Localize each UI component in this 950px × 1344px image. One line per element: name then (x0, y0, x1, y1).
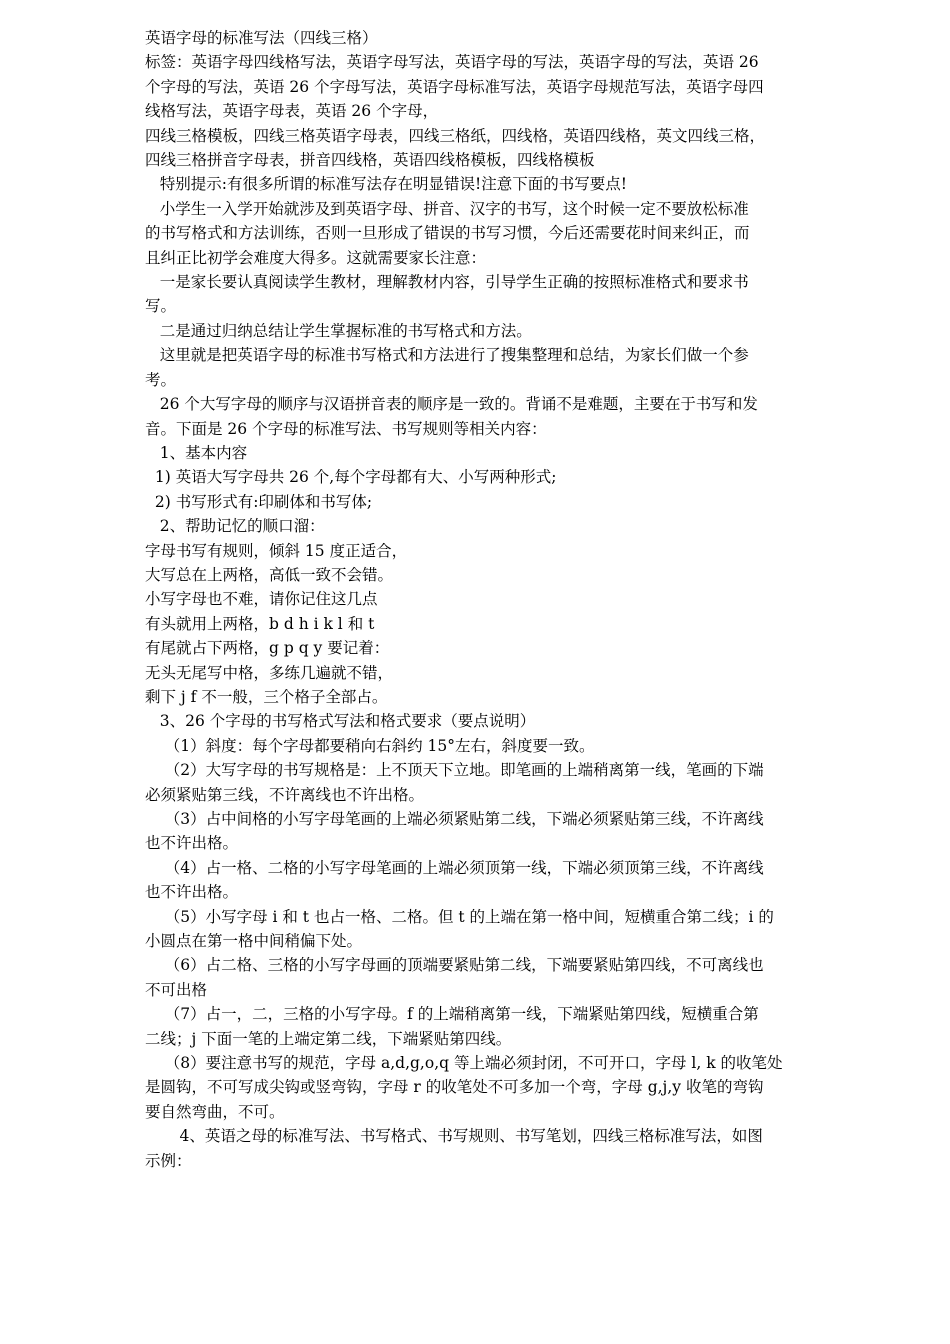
rule-2-line-1: （2）大写字母的书写规格是：上不顶天下立地。即笔画的上端稍离第一线，笔画的下端 (145, 761, 764, 780)
rule-3-line-2: 也不许出格。 (145, 834, 239, 853)
tags-line-5: 四线三格拼音字母表，拼音四线格，英语四线格模板，四线格模板 (145, 151, 595, 170)
section-4-line-1: 4、英语之母的标准写法、书写格式、书写规则、书写笔划，四线三格标准写法，如图 (145, 1127, 763, 1146)
collect-line-2: 考。 (145, 370, 177, 389)
rhyme-line-6: 无头无尾写中格，多练几遍就不错， (145, 663, 394, 682)
rule-5-line-2: 小圆点在第一格中间稍偏下处。 (145, 932, 363, 951)
rule-5-line-1: （5）小写字母 i 和 t 也占一格、二格。但 t 的上端在第一格中间，短横重合第二线；i 的 (145, 907, 774, 926)
rule-6-line-1: （6）占二格、三格的小写字母画的顶端要紧贴第二线，下端要紧贴第四线，不可离线也 (145, 956, 764, 975)
point-1-line-1: 一是家长要认真阅读学生教材，理解教材内容，引导学生正确的按照标准格式和要求书 (145, 273, 749, 292)
rule-6-line-2: 不可出格 (145, 980, 208, 999)
section-3-heading: 3、26 个字母的书写格式写法和格式要求（要点说明） (145, 712, 536, 731)
rule-2-line-2: 必须紧贴第三线，不许离线也不许出格。 (145, 785, 425, 804)
rhyme-line-2: 大写总在上两格，高低一致不会错。 (145, 565, 394, 584)
rule-8-line-1: （8）要注意书写的规范，字母 a,d,g,o,q 等上端必须封闭，不可开口，字母 l, k 的收笔处 (145, 1054, 783, 1073)
intro-line-3: 且纠正比初学会难度大得多。这就需要家长注意： (145, 248, 487, 267)
special-tip: 特别提示:有很多所谓的标准写法存在明显错误!注意下面的书写要点! (145, 175, 627, 194)
rule-8-line-2: 是圆钩，不可写成尖钩或竖弯钩，字母 r 的收笔处不可多加一个弯，字母 g,j,y 收笔的弯钩 (145, 1078, 764, 1097)
tags-line-2: 个字母的写法，英语 26 个字母写法，英语字母标准写法，英语字母规范写法，英语字母四 (145, 77, 764, 96)
rhyme-line-1: 字母书写有规则，倾斜 15 度正适合， (145, 541, 408, 560)
rule-7-line-1: （7）占一，二，三格的小写字母。f 的上端稍离第一线，下端紧贴第四线，短横重合第 (145, 1005, 759, 1024)
rule-7-line-2: 二线；j 下面一笔的上端定第二线，下端紧贴第四线。 (145, 1029, 512, 1048)
rhyme-line-7: 剩下 j f 不一般，三个格子全部占。 (145, 687, 388, 706)
rule-1: （1）斜度：每个字母都要稍向右斜约 15°左右，斜度要一致。 (145, 736, 595, 755)
rhyme-line-3: 小写字母也不难，请你记住这几点 (145, 590, 378, 609)
section-1-item-1: 1) 英语大写字母共 26 个,每个字母都有大、小写两种形式; (145, 468, 557, 487)
intro-line-1: 小学生一入学开始就涉及到英语字母、拼音、汉字的书写，这个时候一定不要放松标准 (145, 199, 749, 218)
document-body (145, 26, 813, 1173)
section-2-heading: 2、帮助记忆的顺口溜： (145, 517, 325, 536)
rule-4-line-1: （4）占一格、二格的小写字母笔画的上端必须顶第一线，下端必须顶第三线，不许离线 (145, 858, 764, 877)
order-line-1: 26 个大写字母的顺序与汉语拼音表的顺序是一致的。背诵不是难题，主要在于书写和发 (145, 395, 758, 414)
collect-line-1: 这里就是把英语字母的标准书写格式和方法进行了搜集整理和总结，为家长们做一个参 (145, 346, 749, 365)
section-1-item-2: 2) 书写形式有:印刷体和书写体; (145, 492, 373, 511)
rhyme-line-4: 有头就用上两格，b d h i k l 和 t (145, 614, 375, 633)
point-1-line-2: 写。 (145, 297, 177, 316)
point-2: 二是通过归纳总结让学生掌握标准的书写格式和方法。 (145, 321, 532, 340)
section-1-heading: 1、基本内容 (145, 443, 248, 462)
tags-line-1: 标签：英语字母四线格写法，英语字母写法，英语字母的写法，英语字母的写法，英语 26 (145, 53, 759, 72)
tags-line-4: 四线三格模板，四线三格英语字母表，四线三格纸，四线格，英语四线格，英文四线三格， (145, 126, 766, 145)
rhyme-line-5: 有尾就占下两格，g p q y 要记着： (145, 639, 390, 658)
rule-4-line-2: 也不许出格。 (145, 883, 239, 902)
order-line-2: 音。下面是 26 个字母的标准写法、书写规则等相关内容： (145, 419, 547, 438)
rule-3-line-1: （3）占中间格的小写字母笔画的上端必须紧贴第二线，下端必须紧贴第三线，不许离线 (145, 810, 764, 828)
document-title: 英语字母的标准写法（四线三格） (145, 29, 378, 47)
rule-8-line-3: 要自然弯曲，不可。 (145, 1102, 285, 1121)
intro-line-2: 的书写格式和方法训练，否则一旦形成了错误的书写习惯，今后还需要花时间来纠正，而 (145, 224, 750, 243)
section-4-line-2: 示例： (145, 1151, 192, 1170)
tags-line-3: 线格写法，英语字母表，英语 26 个字母， (145, 102, 439, 121)
